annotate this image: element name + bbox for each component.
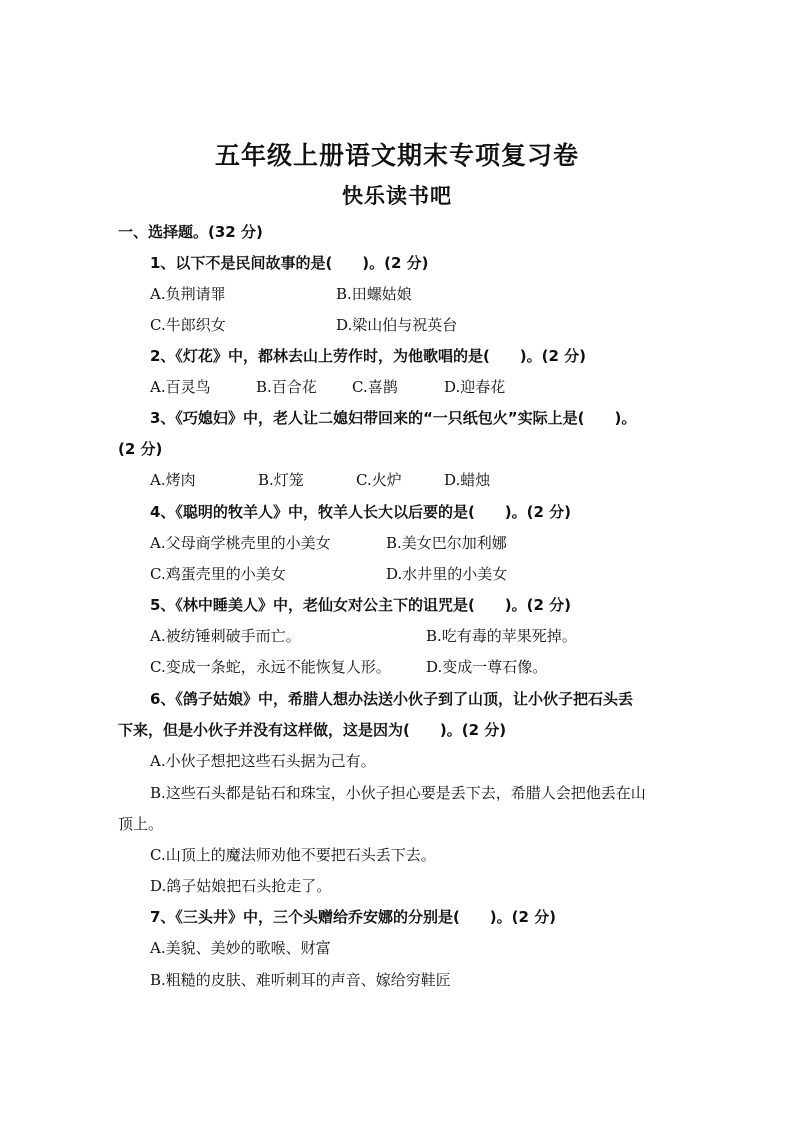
question-5-option-c: C.变成一条蛇，永远不能恢复人形。	[150, 658, 391, 676]
section-heading: 一、选择题。(32 分)	[118, 223, 263, 241]
question-3-stem: 3、《巧媳妇》中，老人让二媳妇带回来的“一只纸包火”实际上是( )。	[150, 409, 637, 427]
question-4-option-b: B.美女巴尔加利娜	[386, 534, 507, 552]
question-5-option-d: D.变成一尊石像。	[426, 658, 548, 676]
question-2-stem: 2、《灯花》中，都林去山上劳作时，为他歌唱的是( )。(2 分)	[150, 347, 587, 365]
page-subtitle: 快乐读书吧	[342, 184, 452, 208]
question-3-option-b: B.灯笼	[258, 471, 304, 489]
question-6-option-b: B.这些石头都是钻石和珠宝，小伙子担心要是丢下去，希腊人会把他丢在山	[150, 784, 646, 802]
question-4-option-c: C.鸡蛋壳里的小美女	[150, 565, 286, 583]
question-4-option-d: D.水井里的小美女	[386, 565, 508, 583]
question-3-stem-continued: (2 分)	[118, 440, 163, 458]
question-5-option-b: B.吃有毒的苹果死掉。	[426, 627, 577, 645]
question-6-option-b-continued: 顶上。	[118, 815, 164, 833]
question-6-option-a: A.小伙子想把这些石头据为己有。	[150, 752, 376, 770]
question-2-option-d: D.迎春花	[444, 378, 506, 396]
question-3-option-d: D.蜡烛	[444, 471, 491, 489]
question-2-option-a: A.百灵鸟	[150, 378, 211, 396]
question-1-option-c: C.牛郎织女	[150, 316, 226, 334]
question-7-stem: 7、《三头井》中，三个头赠给乔安娜的分别是( )。(2 分)	[150, 908, 557, 926]
question-6-stem-continued: 下来，但是小伙子并没有这样做，这是因为( )。(2 分)	[118, 721, 507, 739]
question-4-stem: 4、《聪明的牧羊人》中，牧羊人长大以后要的是( )。(2 分)	[150, 503, 572, 521]
question-3-option-a: A.烤肉	[150, 471, 196, 489]
question-6-option-d: D.鸽子姑娘把石头抢走了。	[150, 877, 332, 895]
question-5-stem: 5、《林中睡美人》中，老仙女对公主下的诅咒是( )。(2 分)	[150, 596, 572, 614]
question-5-option-a: A.被纺锤刺破手而亡。	[150, 627, 301, 645]
question-7-option-b: B.粗糙的皮肤、难听刺耳的声音、嫁给穷鞋匠	[150, 971, 451, 989]
question-1-stem: 1、以下不是民间故事的是( )。(2 分)	[150, 254, 429, 272]
question-3-option-c: C.火炉	[356, 471, 402, 489]
page-title: 五年级上册语文期末专项复习卷	[214, 141, 579, 170]
question-4-option-a: A.父母商学桃壳里的小美女	[150, 534, 331, 552]
question-6-stem: 6、《鸽子姑娘》中，希腊人想办法送小伙子到了山顶，让小伙子把石头丢	[150, 690, 633, 708]
question-6-option-c: C.山顶上的魔法师劝他不要把石头丢下去。	[150, 846, 436, 864]
question-1-option-b: B.田螺姑娘	[336, 285, 412, 303]
question-7-option-a: A.美貌、美妙的歌喉、财富	[150, 939, 331, 957]
question-1-option-a: A.负荆请罪	[150, 285, 226, 303]
question-2-option-b: B.百合花	[256, 378, 317, 396]
question-2-option-c: C.喜鹊	[352, 378, 398, 396]
question-1-option-d: D.梁山伯与祝英台	[336, 316, 458, 334]
